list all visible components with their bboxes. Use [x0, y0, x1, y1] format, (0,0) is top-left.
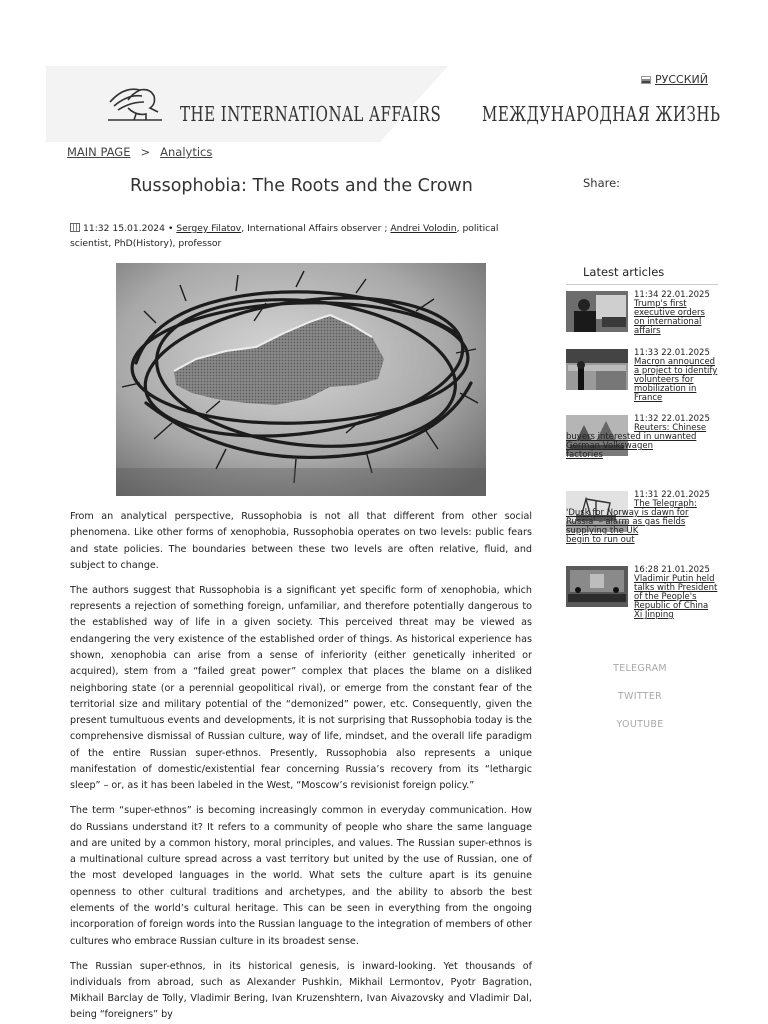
- news-item[interactable]: [566, 291, 718, 341]
- language-link[interactable]: РУССКИЙ: [655, 73, 708, 86]
- author2-role: , political scientist, PhD(History), professor: [70, 223, 499, 249]
- brand-name-en[interactable]: THE INTERNATIONAL AFFAIRS: [180, 102, 442, 127]
- share-label: Share:: [583, 176, 621, 190]
- news-link-text: The Telegraph: 'Dusk for Norway is dawn for Russia' – alarm as gas fields supplying the UK: [566, 499, 697, 536]
- news-time: 11:33 22.01.2025: [634, 348, 710, 358]
- news-thumbnail[interactable]: [566, 291, 628, 332]
- sidebar-divider: [566, 284, 718, 285]
- twitter-link[interactable]: TWITTER: [617, 691, 663, 702]
- news-link[interactable]: [566, 424, 718, 460]
- news-link[interactable]: Trump's first executive orders on international affairs: [634, 299, 705, 336]
- social-telegram[interactable]: [600, 663, 680, 674]
- news-link[interactable]: Vladimir Putin held talks with President of the People's Republic of China Xi Jinping: [634, 574, 718, 620]
- news-time: 11:34 22.01.2025: [634, 290, 710, 300]
- language-switch[interactable]: [641, 73, 708, 86]
- article-paragraph: From an analytical perspective, Russophobia is not all that different from other social phenomena. Like other forms of xenophobia, Russophobia operates on two levels: public fears and state policies. The boundaries between these two levels are often relative, fluid, and subject to change.: [70, 511, 532, 571]
- author-link-volodin[interactable]: Andrei Volodin: [390, 223, 457, 234]
- breadcrumb: [67, 145, 212, 159]
- news-thumbnail[interactable]: [566, 349, 628, 390]
- breadcrumb-analytics[interactable]: Analytics: [160, 145, 213, 159]
- news-item[interactable]: [566, 566, 718, 622]
- article-paragraph: The term “super-ethnos” is becoming increasingly common in everyday communication. How do Russians understand it? It refers to a community of people who share the same language and are united by a common history, moral principles, and values. The Russian super-ethnos is a multinational culture spread across a vast territory but united by the use of Russian, one of the most developed languages in the world. What sets the culture apart is its genuine openness to other cultural traditions and archetypes, and the ability to absorb the best elements of the world’s cultural heritage. This can be seen in everything from the ongoing incorporation of foreign words into the Russian language to the integration of members of other cultures who embrace Russian culture in its broadest sense.: [70, 805, 532, 947]
- news-time: 11:31 22.01.2025: [634, 490, 710, 500]
- latest-articles-title: Latest articles: [583, 265, 665, 279]
- article-body: [70, 509, 532, 1024]
- russian-flag-icon: [641, 76, 651, 84]
- hero-image-crown-of-thorns: [116, 263, 486, 496]
- meta-bullet: •: [167, 223, 174, 234]
- news-link-tail: begin to run out: [566, 535, 635, 545]
- news-time: 16:28 21.01.2025: [634, 565, 710, 575]
- news-link-text: Reuters: Chinese buyers interested in unwanted German Volkswagen: [566, 423, 707, 451]
- news-link[interactable]: [566, 500, 718, 545]
- news-time: 11:32 22.01.2025: [634, 414, 710, 424]
- social-youtube[interactable]: [600, 719, 680, 730]
- author-link-filatov[interactable]: Sergey Filatov: [176, 223, 242, 234]
- author1-role: , International Affairs observer ;: [241, 223, 388, 234]
- social-twitter[interactable]: [600, 691, 680, 702]
- news-link[interactable]: Macron announced a project to identify volunteers for mobilization in France: [634, 357, 718, 403]
- calendar-icon: [70, 223, 80, 232]
- news-item[interactable]: [566, 349, 718, 405]
- telegram-link[interactable]: TELEGRAM: [613, 663, 667, 674]
- article-meta: [70, 221, 540, 251]
- breadcrumb-home[interactable]: MAIN PAGE: [67, 145, 131, 159]
- youtube-link[interactable]: YOUTUBE: [616, 719, 664, 730]
- news-item[interactable]: [566, 491, 718, 557]
- article-datetime: 11:32 15.01.2024: [83, 223, 166, 234]
- brand-name-ru[interactable]: МЕЖДУНАРОДНАЯ ЖИЗНЬ: [482, 102, 721, 127]
- news-item[interactable]: [566, 415, 718, 481]
- news-thumbnail[interactable]: [566, 566, 628, 607]
- breadcrumb-separator: >: [140, 145, 151, 159]
- article-paragraph: The Russian super-ethnos, in its historical genesis, is inward-looking. Yet thousands of individuals from abroad, such as Alexander Pushkin, Mikhail Lermontov, Pyotr Bagration, Mikhail Barclay de Tolly, Vladimir Bering, Ivan Kruzenshtern, Ivan Aivazovsky and Vladimir Dal, being “foreigners” by: [70, 960, 532, 1021]
- page-title: Russophobia: The Roots and the Crown: [130, 176, 473, 196]
- news-link-tail: factories: [566, 450, 603, 460]
- article-paragraph: The authors suggest that Russophobia is a significant yet specific form of xenophobia, which represents a rejection of something foreign, unfamiliar, and therefore potentially dangerous to the established way of life in a given society. This perceived threat may be viewed as endangering the very existence of the established order of things. As historical experience has shown, xenophobia can arise from a sense of inferiority (either genetically inherited or acquired), stem from a “failed great power” complex that places the blame on a disliked neighboring state (or a perennial geopolitical rival), or emerge from the constant fear of the territorial size and military potential of the “demonized” power, etc. Consequently, given the present tumultuous events and developments, it is not surprising that Russophobia today is the comprehensive dismissal of Russian culture, way of life, mindset, and the overall life paradigm of the entire Russian super-ethnos. Presently, Russophobia also represents a unique manifestation of domestic/existential fear concerning Russia’s recovery from its “lethargic sleep” – or, as it has been labeled in the West, “Moscow’s revisionist foreign policy.”: [70, 584, 532, 792]
- griffin-logo-icon[interactable]: [106, 82, 164, 124]
